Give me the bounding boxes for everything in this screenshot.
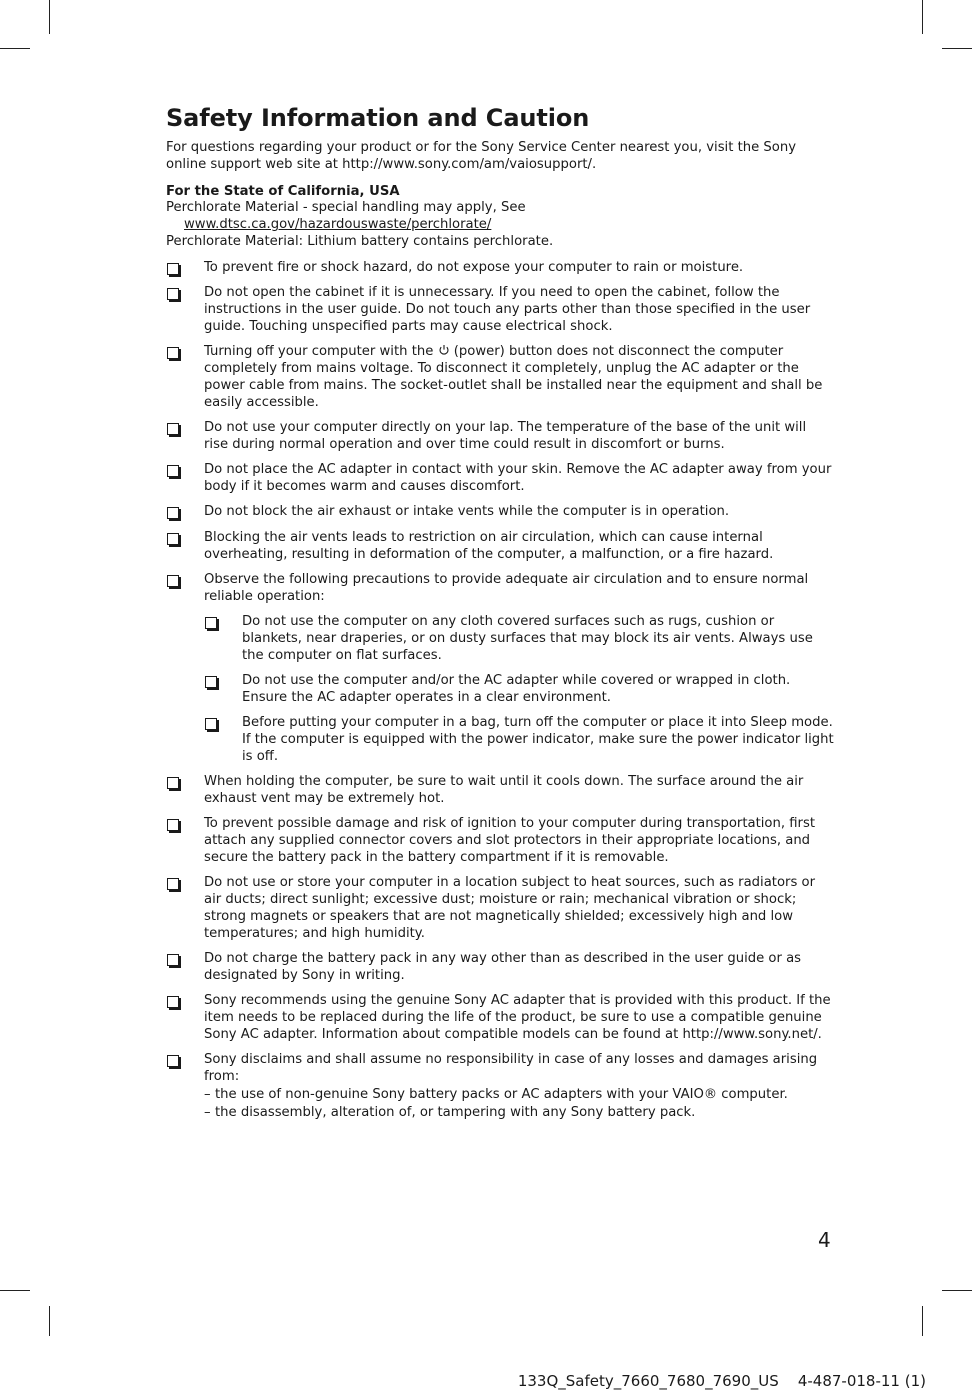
list-item: Blocking the air vents leads to restriction on air circulation, which can cause internal overheating, resulting in deformation of the computer, a malfunction, or a fire hazard.	[166, 530, 834, 564]
crop-mark	[922, 1306, 923, 1336]
checkbox-bullet-icon	[167, 507, 179, 519]
perchlorate-battery-line: Perchlorate Material: Lithium battery contains perchlorate.	[166, 233, 554, 249]
checkbox-bullet-icon	[167, 1055, 179, 1067]
sub-list	[204, 614, 834, 766]
dash-item: – the disassembly, alteration of, or tampering with any Sony battery pack.	[204, 1105, 834, 1122]
checkbox-bullet-icon	[167, 423, 179, 435]
perchlorate-line: Perchlorate Material - special handling may apply, See	[166, 200, 526, 216]
list-item: Do not open the cabinet if it is unnecessary. If you need to open the cabinet, follow the instructions in the user guide. Do not touch any parts other than those specified in the user guide. Touching unspecified parts may cause electrical shock.	[166, 285, 834, 335]
intro-paragraph: For questions regarding your product or for the Sony Service Center nearest you, visit the Sony online support web site at http://www.sony.com/am/vaiosupport/.	[166, 140, 797, 172]
checkbox-bullet-icon	[167, 263, 179, 275]
list-item: Sony recommends using the genuine Sony AC adapter that is provided with this product. If the item needs to be replaced during the life of the product, be sure to use a compatible genuine Sony AC adapter. Information about compatible models can be found at http://www.sony.net/.	[166, 993, 834, 1043]
list-item: To prevent fire or shock hazard, do not expose your computer to rain or moisture.	[166, 260, 834, 277]
crop-mark	[49, 1306, 50, 1336]
list-item: Observe the following precautions to provide adequate air circulation and to ensure normal reliable operation: Do not use the computer on any cloth covered surfaces such as rugs, cushion or blankets, near draperies, or on dusty surfaces that may block its air vents. Always use the computer on flat surfaces. Do not use the computer and/or the AC adapter while covered or wrapped in cloth. Ensure the AC adapter operates in a clear environment. Before putting your computer in a bag, turn off the computer or place it into Sleep mode. If the computer is equipped with the power indicator, make sure the power indicator light is off.	[166, 572, 834, 766]
checkbox-bullet-icon	[167, 777, 179, 789]
list-item: Do not use your computer directly on your lap. The temperature of the base of the unit will rise during normal operation and over time could result in discomfort or burns.	[166, 420, 834, 454]
california-notice	[166, 184, 834, 251]
perchlorate-link[interactable]: www.dtsc.ca.gov/hazardouswaste/perchlorate/	[184, 217, 492, 233]
checkbox-bullet-icon	[167, 878, 179, 890]
list-item: Do not block the air exhaust or intake vents while the computer is in operation.	[166, 504, 834, 521]
dash-item: – the use of non-genuine Sony battery packs or AC adapters with your VAIO® computer.	[204, 1087, 834, 1104]
list-item: To prevent possible damage and risk of ignition to your computer during transportation, first attach any supplied connector covers and slot protectors in their appropriate locations, and secure the battery pack in the battery compartment if it is removable.	[166, 816, 834, 866]
checkbox-bullet-icon	[167, 288, 179, 300]
checkbox-bullet-icon	[167, 819, 179, 831]
checkbox-bullet-icon	[167, 996, 179, 1008]
list-item: Do not use or store your computer in a location subject to heat sources, such as radiators or air ducts; direct sunlight; excessive dust; moisture or rain; mechanical vibration or shock; strong magnets or speakers that are not magnetically shielded; excessively high and low temperatures; and high humidity.	[166, 875, 834, 942]
checkbox-bullet-icon	[167, 465, 179, 477]
sub-list-item: Do not use the computer on any cloth covered surfaces such as rugs, cushion or blankets, near draperies, or on dusty surfaces that may block its air vents. Always use the computer on flat surfaces.	[204, 614, 834, 664]
sub-list-item: Do not use the computer and/or the AC adapter while covered or wrapped in cloth. Ensure the AC adapter operates in a clear environment.	[204, 673, 834, 707]
crop-mark	[0, 48, 30, 49]
checkbox-bullet-icon	[167, 533, 179, 545]
crop-mark	[922, 0, 923, 34]
crop-mark	[942, 48, 972, 49]
list-item: Do not charge the battery pack in any way other than as described in the user guide or as designated by Sony in writing.	[166, 951, 834, 985]
power-icon	[438, 344, 450, 356]
document-body	[166, 103, 834, 1130]
california-heading: For the State of California, USA	[166, 183, 400, 199]
checkbox-bullet-icon	[167, 954, 179, 966]
footer-code: 133Q_Safety_7660_7680_7690_US 4-487-018-11 (1)	[517, 1372, 926, 1390]
checkbox-bullet-icon	[167, 575, 179, 587]
safety-list	[166, 260, 834, 1122]
list-item: Do not place the AC adapter in contact with your skin. Remove the AC adapter away from your body if it becomes warm and causes discomfort.	[166, 462, 834, 496]
checkbox-bullet-icon	[167, 347, 179, 359]
list-item: Sony disclaims and shall assume no responsibility in case of any losses and damages arising from: – the use of non-genuine Sony battery packs or AC adapters with your VAIO® computer. – the disassembly, alteration of, or tampering with any Sony battery pack.	[166, 1052, 834, 1121]
checkbox-bullet-icon	[205, 676, 217, 688]
page-number: 4	[818, 1228, 831, 1252]
list-item: Turning off your computer with the (power) button does not disconnect the computer completely from mains voltage. To disconnect it completely, unplug the AC adapter or the power cable from mains. The socket-outlet shall be installed near the equipment and shall be easily accessible.	[166, 344, 834, 411]
page-title: Safety Information and Caution	[166, 104, 590, 132]
list-item: When holding the computer, be sure to wait until it cools down. The surface around the air exhaust vent may be extremely hot.	[166, 774, 834, 808]
checkbox-bullet-icon	[205, 617, 217, 629]
checkbox-bullet-icon	[205, 718, 217, 730]
sub-list-item: Before putting your computer in a bag, turn off the computer or place it into Sleep mode. If the computer is equipped with the power indicator, make sure the power indicator light is off.	[204, 715, 834, 765]
crop-mark	[0, 1290, 30, 1291]
crop-mark	[942, 1290, 972, 1291]
crop-mark	[49, 0, 50, 34]
